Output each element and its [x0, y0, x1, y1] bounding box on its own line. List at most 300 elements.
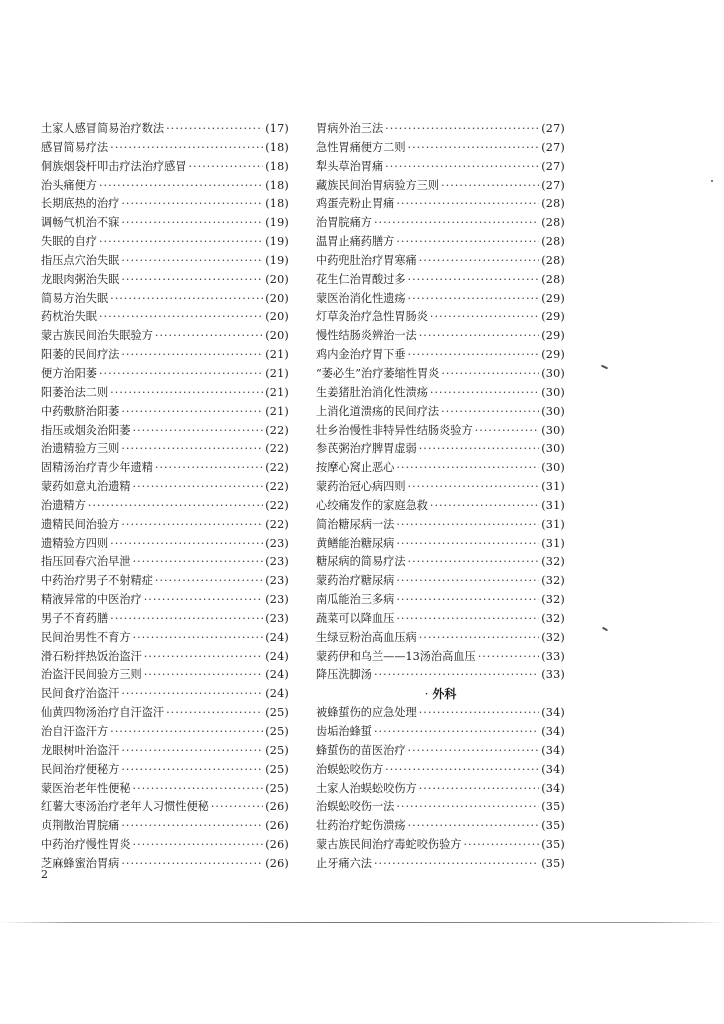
- toc-entry-page: (28): [541, 272, 565, 286]
- dot-leader: [419, 440, 540, 459]
- toc-entry-page: (25): [265, 743, 289, 757]
- toc-entry-page: (26): [265, 856, 289, 870]
- toc-entry: [41, 346, 289, 365]
- toc-entry: [41, 177, 289, 196]
- page-number: 2: [41, 868, 48, 881]
- toc-entry: [316, 704, 565, 723]
- toc-right-column: [316, 120, 565, 874]
- toc-entry-title: 壮药治疗蛇伤溃疡: [316, 819, 406, 833]
- toc-entry-page: (25): [265, 725, 289, 738]
- dot-leader: [419, 252, 540, 271]
- toc-entry: [316, 346, 565, 365]
- toc-entry-page: (25): [265, 781, 289, 795]
- toc-entry-page: (24): [265, 668, 289, 682]
- dot-leader: [110, 535, 263, 554]
- toc-entry-page: (33): [541, 668, 565, 682]
- toc-entry: [41, 855, 289, 874]
- toc-entry-title: 龙眼树叶治盗汗: [41, 743, 120, 757]
- toc-entry-page: (33): [541, 649, 565, 663]
- dot-leader: [121, 403, 263, 422]
- dot-leader: [99, 308, 263, 327]
- toc-entry: [316, 535, 565, 554]
- toc-entry-title: 黄鳝能治糖尿病: [316, 536, 395, 550]
- dot-leader: [419, 780, 540, 799]
- toc-entry: [41, 704, 289, 723]
- toc-entry: [41, 384, 289, 403]
- toc-entry-page: (17): [265, 122, 289, 135]
- toc-entry-page: (28): [541, 253, 565, 267]
- toc-entry-page: (25): [265, 762, 289, 776]
- toc-entry: [41, 723, 289, 742]
- toc-entry-page: (26): [265, 838, 289, 852]
- toc-entry-title: 治盗汗民间验方三则: [41, 668, 142, 682]
- toc-entry: [41, 327, 289, 346]
- toc-entry-page: (23): [265, 611, 289, 625]
- toc-entry-page: (32): [541, 611, 565, 625]
- toc-entry-title: 灯草灸治疗急性胃肠炎: [316, 310, 428, 324]
- toc-entry: [41, 120, 289, 139]
- toc-entry-page: (32): [541, 574, 565, 588]
- toc-entry-page: (24): [265, 687, 289, 701]
- scan-speck: [602, 627, 608, 632]
- toc-entry-title: 精液异常的中医治疗: [41, 593, 142, 607]
- toc-entry-page: (34): [541, 706, 565, 720]
- toc-entry-title: 胃病外治三法: [316, 122, 384, 135]
- toc-entry: [41, 817, 289, 836]
- toc-entry: [316, 120, 565, 139]
- toc-entry-page: (30): [541, 442, 565, 456]
- toc-entry-page: (26): [265, 819, 289, 833]
- dot-leader: [408, 742, 540, 761]
- toc-entry-title: 男子不育药膳: [41, 611, 109, 625]
- toc-entry-title: 药枕治失眠: [41, 310, 97, 324]
- toc-entry-page: (22): [265, 461, 289, 475]
- toc-entry-page: (35): [541, 800, 565, 814]
- toc-entry: [41, 478, 289, 497]
- toc-entry-title: 治胃脘痛方: [316, 216, 372, 230]
- toc-entry-title: 蒙药如意丸治遗精: [41, 480, 131, 494]
- toc-entry-page: (32): [541, 593, 565, 607]
- toc-entry-title: 中药治疗慢性胃炎: [41, 838, 131, 852]
- toc-entry: [316, 497, 565, 516]
- dot-leader: [374, 214, 539, 233]
- toc-entry: [316, 516, 565, 535]
- toc-entry-page: (22): [265, 480, 289, 494]
- toc-entry-title: 指压或烟灸治阳萎: [41, 423, 131, 437]
- toc-entry: [316, 742, 565, 761]
- toc-entry-title: 急性胃痛便方二则: [316, 140, 406, 154]
- toc-right-list-surgery: [316, 704, 565, 874]
- dot-leader: [441, 403, 539, 422]
- toc-entry-title: 慢性结肠炎辨治一法: [316, 329, 417, 343]
- toc-entry: [316, 459, 565, 478]
- toc-entry-title: 固精汤治疗青少年遗精: [41, 461, 153, 475]
- dot-leader: [408, 139, 540, 158]
- toc-entry: [41, 761, 289, 780]
- toc-entry: [41, 836, 289, 855]
- toc-entry-page: (27): [541, 178, 565, 192]
- toc-entry-title: 壮乡治慢性非特异性结肠炎验方: [316, 423, 473, 437]
- toc-entry: [316, 440, 565, 459]
- dot-leader: [441, 177, 539, 196]
- toc-entry: [41, 666, 289, 685]
- toc-entry: [41, 403, 289, 422]
- toc-entry-title: 侗族烟袋杆叩击疗法治疗感冒: [41, 159, 187, 173]
- toc-entry-page: (18): [265, 140, 289, 154]
- toc-entry-title: 蒙药伊和乌兰——13汤治高血压: [316, 649, 476, 663]
- toc-entry-title: 鸡蛋壳粉止胃痛: [316, 197, 395, 211]
- section-heading: [316, 685, 565, 704]
- dot-leader: [396, 610, 539, 629]
- toc-entry-title: 民间治疗便秘方: [41, 762, 120, 776]
- toc-entry-page: (20): [265, 291, 289, 305]
- toc-entry-title: 藏族民间治胃病验方三则: [316, 178, 440, 192]
- toc-entry-title: 治头痛便方: [41, 178, 97, 192]
- dot-leader: [121, 346, 263, 365]
- toc-entry-page: (29): [541, 348, 565, 362]
- dot-leader: [374, 723, 539, 742]
- dot-leader: [408, 817, 540, 836]
- toc-entry-page: (34): [541, 743, 565, 757]
- dot-leader: [133, 422, 264, 441]
- dot-leader: [441, 365, 539, 384]
- dot-leader: [374, 666, 539, 685]
- scan-speck: [601, 365, 608, 370]
- toc-entry-title: 南瓜能治三多病: [316, 593, 395, 607]
- dot-leader: [121, 685, 263, 704]
- toc-entry-page: (23): [265, 574, 289, 588]
- toc-entry-page: (34): [541, 725, 565, 738]
- toc-entry-page: (23): [265, 593, 289, 607]
- toc-entry-page: (25): [265, 706, 289, 720]
- toc-entry-title: 心绞痛发作的家庭急救: [316, 498, 428, 512]
- toc-entry: [41, 365, 289, 384]
- toc-entry: [41, 516, 289, 535]
- toc-entry-title: 治蜈蚣咬伤一法: [316, 800, 395, 814]
- toc-entry: [316, 780, 565, 799]
- toc-entry-title: 治蜈蚣咬伤方: [316, 762, 384, 776]
- toc-entry-page: (28): [541, 197, 565, 211]
- dot-leader: [133, 836, 264, 855]
- dot-leader: [211, 798, 263, 817]
- toc-entry: [41, 553, 289, 572]
- toc-entry: [41, 214, 289, 233]
- toc-entry: [316, 403, 565, 422]
- dot-leader: [408, 346, 540, 365]
- dot-leader: [144, 648, 264, 667]
- dot-leader: [133, 553, 264, 572]
- toc-entry: [316, 798, 565, 817]
- toc-entry-title: 被蜂蜇伤的应急处理: [316, 706, 417, 720]
- toc-entry-title: 阳萎治法二则: [41, 385, 109, 399]
- toc-entry-page: (23): [265, 536, 289, 550]
- toc-entry-page: (28): [541, 235, 565, 249]
- toc-entry: [316, 158, 565, 177]
- toc-entry: [41, 798, 289, 817]
- toc-entry: [316, 478, 565, 497]
- toc-entry-title: 指压点穴治失眠: [41, 253, 120, 267]
- dot-leader: [121, 855, 263, 874]
- toc-entry: [41, 440, 289, 459]
- toc-entry-page: (27): [541, 140, 565, 154]
- toc-entry: [41, 308, 289, 327]
- toc-entry-page: (30): [541, 366, 565, 380]
- toc-entry-page: (18): [265, 178, 289, 192]
- toc-entry-page: (23): [265, 555, 289, 569]
- toc-entry: [316, 591, 565, 610]
- toc-entry-title: 蒙古族民间治疗毒蛇咬伤验方: [316, 838, 462, 852]
- dot-leader: [121, 271, 263, 290]
- dot-leader: [396, 535, 539, 554]
- toc-entry-page: (35): [541, 856, 565, 870]
- toc-entry-title: 蒙医治消化性遗疡: [316, 291, 406, 305]
- dot-leader: [155, 327, 263, 346]
- toc-entry: [41, 195, 289, 214]
- toc-entry-title: 蜂蜇伤的苗医治疗: [316, 743, 406, 757]
- toc-entry-page: (30): [541, 404, 565, 418]
- toc-entry-title: 治遗精验方三则: [41, 442, 120, 456]
- dot-leader: [385, 158, 539, 177]
- toc-entry-page: (22): [265, 442, 289, 456]
- dot-leader: [121, 440, 263, 459]
- toc-entry: [316, 666, 565, 685]
- dot-leader: [396, 591, 539, 610]
- toc-entry-page: (20): [265, 272, 289, 286]
- dot-leader: [396, 459, 539, 478]
- toc-entry-title: 阳萎的民间疗法: [41, 348, 120, 362]
- toc-entry-page: (24): [265, 649, 289, 663]
- toc-entry: [316, 817, 565, 836]
- toc-entry-title: 便方治阳萎: [41, 366, 97, 380]
- toc-entry: [41, 422, 289, 441]
- toc-entry-title: 犁头草治胃痛: [316, 159, 384, 173]
- toc-entry-title: “萎必生”治疗萎缩性胃炎: [316, 366, 440, 380]
- toc-entry: [41, 271, 289, 290]
- dot-leader: [408, 290, 540, 309]
- dot-leader: [463, 836, 539, 855]
- toc-entry-title: 治自汗盗汗方: [41, 725, 109, 738]
- dot-leader: [419, 629, 540, 648]
- toc-entry: [316, 271, 565, 290]
- dot-leader: [430, 384, 539, 403]
- toc-entry: [41, 648, 289, 667]
- toc-entry-page: (21): [265, 366, 289, 380]
- toc-entry-page: (21): [265, 348, 289, 362]
- toc-entry-title: 长期底热的治疗: [41, 197, 120, 211]
- dot-leader: [408, 271, 540, 290]
- dot-leader: [478, 648, 540, 667]
- toc-entry-page: (29): [541, 291, 565, 305]
- dot-leader: [99, 365, 263, 384]
- toc-entry-page: (32): [541, 630, 565, 644]
- dot-leader: [188, 158, 263, 177]
- toc-entry-title: 中药兜肚治疗胃寒痛: [316, 253, 417, 267]
- dot-leader: [144, 666, 264, 685]
- toc-entry: [41, 629, 289, 648]
- dot-leader: [166, 120, 263, 139]
- toc-entry-page: (27): [541, 159, 565, 173]
- toc-entry-page: (30): [541, 461, 565, 475]
- toc-entry-page: (27): [541, 122, 565, 135]
- toc-entry-page: (22): [265, 423, 289, 437]
- toc-entry: [316, 290, 565, 309]
- dot-leader: [408, 553, 540, 572]
- section-heading-text: 外科: [432, 687, 457, 702]
- toc-left-column: [41, 120, 289, 874]
- toc-entry-title: 蒙古族民间治失眠验方: [41, 329, 153, 343]
- toc-entry-title: 土家人治蜈蚣咬伤方: [316, 781, 417, 795]
- toc-entry-title: 蒙药治冠心病四则: [316, 480, 406, 494]
- toc-entry: [41, 497, 289, 516]
- dot-leader: [396, 195, 539, 214]
- toc-entry-title: 温胃止痛药膳方: [316, 235, 395, 249]
- toc-entry-title: 滑石粉拌热饭治盗汗: [41, 649, 142, 663]
- toc-entry-title: 芝麻蜂蜜治胃病: [41, 856, 120, 870]
- toc-entry-page: (19): [265, 216, 289, 230]
- toc-entry-title: 花生仁治胃酸过多: [316, 272, 406, 286]
- dot-leader: [374, 855, 539, 874]
- toc-entry: [316, 629, 565, 648]
- dot-leader: [419, 704, 540, 723]
- toc-entry-title: 鸡内金治疗胃下垂: [316, 348, 406, 362]
- toc-entry-title: 中药治疗男子不射精症: [41, 574, 153, 588]
- toc-entry-page: (31): [541, 536, 565, 550]
- toc-entry: [41, 780, 289, 799]
- dot-leader: [430, 497, 539, 516]
- toc-entry: [41, 233, 289, 252]
- toc-entry: [316, 422, 565, 441]
- toc-entry: [316, 648, 565, 667]
- dot-leader: [475, 422, 540, 441]
- toc-entry-page: (31): [541, 480, 565, 494]
- toc-entry-title: 止牙痛六法: [316, 856, 372, 870]
- dot-leader: [396, 798, 539, 817]
- toc-entry-title: 仙黄四物汤治疗自汗盗汗: [41, 706, 165, 720]
- toc-entry-title: 土家人感冒简易治疗数法: [41, 122, 165, 135]
- toc-entry-title: 龙眼肉粥治失眠: [41, 272, 120, 286]
- dot-leader: [144, 591, 264, 610]
- toc-entry-title: 降压洗脚汤: [316, 668, 372, 682]
- toc-entry-title: 失眠的自疗: [41, 235, 97, 249]
- toc-entry: [41, 685, 289, 704]
- toc-entry: [316, 553, 565, 572]
- toc-entry: [316, 761, 565, 780]
- toc-entry: [41, 158, 289, 177]
- dot-leader: [133, 478, 264, 497]
- toc-entry-page: (29): [541, 310, 565, 324]
- dot-leader: [430, 308, 539, 327]
- dot-leader: [110, 139, 263, 158]
- toc-entry-page: (18): [265, 197, 289, 211]
- dot-leader: [121, 214, 263, 233]
- toc-entry: [41, 742, 289, 761]
- toc-entry-title: 遗精民间治验方: [41, 517, 120, 531]
- toc-entry-page: (20): [265, 329, 289, 343]
- scan-speck: [711, 180, 713, 182]
- toc-entry-page: (35): [541, 819, 565, 833]
- toc-entry: [316, 855, 565, 874]
- toc-entry-title: 遗精验方四则: [41, 536, 109, 550]
- toc-entry-page: (21): [265, 385, 289, 399]
- toc-entry: [316, 233, 565, 252]
- dot-leader: [396, 572, 539, 591]
- toc-entry-page: (31): [541, 498, 565, 512]
- toc-entry: [316, 214, 565, 233]
- dot-leader: [121, 516, 263, 535]
- dot-leader: [121, 817, 263, 836]
- toc-entry-title: 感冒简易疗法: [41, 140, 109, 154]
- toc-entry-title: 糖尿病的简易疗法: [316, 555, 406, 569]
- toc-entry: [316, 195, 565, 214]
- bottom-scan-line: [0, 922, 724, 923]
- toc-entry-title: 中药敷脐治阳萎: [41, 404, 120, 418]
- toc-entry: [41, 591, 289, 610]
- toc-entry: [316, 610, 565, 629]
- dot-leader: [110, 290, 263, 309]
- toc-entry-title: 上消化道溃疡的民间疗法: [316, 404, 440, 418]
- toc-entry: [316, 308, 565, 327]
- toc-entry-page: (34): [541, 762, 565, 776]
- toc-entry-title: 蒙医治老年性便秘: [41, 781, 131, 795]
- toc-entry-page: (18): [265, 159, 289, 173]
- toc-entry: [316, 836, 565, 855]
- toc-entry: [316, 139, 565, 158]
- dot-leader: [121, 252, 263, 271]
- dot-leader: [133, 780, 264, 799]
- dot-leader: [396, 516, 539, 535]
- dot-leader: [99, 177, 263, 196]
- dot-leader: [133, 629, 264, 648]
- toc-entry-title: 指压回春穴治早泄: [41, 555, 131, 569]
- toc-entry: [316, 365, 565, 384]
- dot-leader: [110, 610, 263, 629]
- toc-entry: [316, 177, 565, 196]
- toc-entry-title: 贞荆散治胃脘痛: [41, 819, 120, 833]
- toc-entry-page: (28): [541, 216, 565, 230]
- dot-leader: [110, 723, 263, 742]
- toc-entry-page: (22): [265, 517, 289, 531]
- toc-entry-page: (29): [541, 329, 565, 343]
- toc-entry-title: 民间食疗治盗汗: [41, 687, 120, 701]
- toc-entry-page: (19): [265, 253, 289, 267]
- toc-entry: [41, 459, 289, 478]
- toc-entry-page: (30): [541, 423, 565, 437]
- toc-entry-title: 参芪粥治疗脾胃虚弱: [316, 442, 417, 456]
- toc-entry-title: 治遗精方: [41, 498, 86, 512]
- toc-entry-title: 按摩心窝止恶心: [316, 461, 395, 475]
- dot-leader: [396, 233, 539, 252]
- heading-bullet: ·: [424, 687, 429, 702]
- toc-entry: [41, 139, 289, 158]
- toc-entry-title: 蒙药治疗糖尿病: [316, 574, 395, 588]
- toc-entry-title: 民间治男性不育方: [41, 630, 131, 644]
- dot-leader: [121, 761, 263, 780]
- toc-entry-page: (20): [265, 310, 289, 324]
- toc-entry-title: 简易方治失眠: [41, 291, 109, 305]
- toc-entry-page: (31): [541, 517, 565, 531]
- toc-entry-page: (34): [541, 781, 565, 795]
- toc-entry-title: 生姜猪肚治消化性溃疡: [316, 385, 428, 399]
- dot-leader: [166, 704, 263, 723]
- toc-entry-page: (35): [541, 838, 565, 852]
- toc-entry-title: 简治糖尿病一法: [316, 517, 395, 531]
- dot-leader: [99, 233, 263, 252]
- dot-leader: [121, 742, 263, 761]
- toc-entry: [41, 535, 289, 554]
- toc-entry-page: (24): [265, 630, 289, 644]
- toc-entry-page: (30): [541, 385, 565, 399]
- toc-entry: [41, 290, 289, 309]
